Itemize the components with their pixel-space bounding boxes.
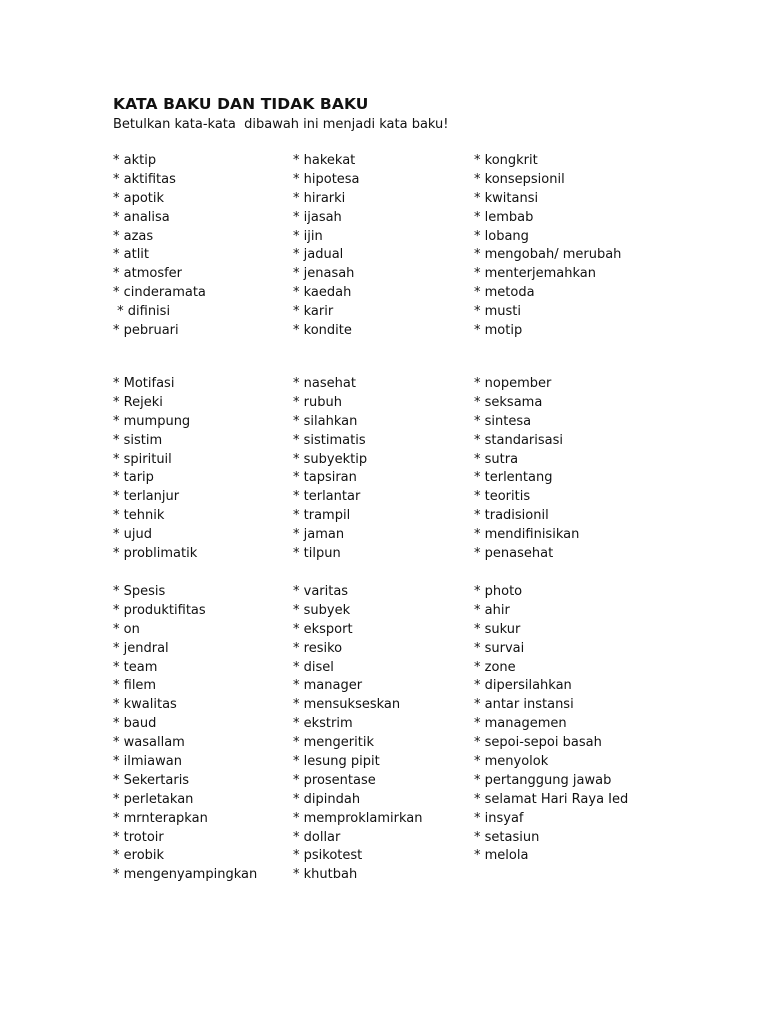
word-item: * manager: [293, 678, 363, 694]
word-item: * jadual: [293, 247, 344, 263]
word-item: * rubuh: [293, 394, 342, 410]
word-item: * perletakan: [113, 791, 194, 807]
word-item: * aktifitas: [113, 171, 176, 187]
word-item: * standarisasi: [474, 432, 564, 448]
word-item: * hipotesa: [293, 171, 360, 187]
word-item: * jaman: [293, 527, 345, 543]
word-item: * terlantar: [293, 489, 361, 505]
word-item: * prosentase: [293, 772, 376, 788]
word-item: * mengobah/ merubah: [474, 247, 622, 263]
word-item: * eksport: [293, 621, 353, 637]
word-item: * aktip: [113, 153, 157, 168]
word-item: * tradisionil: [474, 508, 549, 524]
word-column-1: [113, 152, 206, 341]
word-item: * antar instansi: [474, 697, 574, 713]
word-item: * survai: [474, 640, 525, 656]
word-item: * khutbah: [293, 867, 358, 883]
word-item: * memproklamirkan: [293, 810, 423, 826]
word-item: * ilmiawan: [113, 754, 182, 770]
word-column-3: [474, 583, 628, 866]
word-item: * karir: [293, 304, 334, 320]
word-item: * mrnterapkan: [113, 810, 208, 826]
word-item: * on: [113, 621, 140, 637]
word-column-2: [293, 152, 360, 341]
word-item: * filem: [113, 678, 157, 694]
word-item: * kwitansi: [474, 190, 539, 206]
word-item: * dipersilahkan: [474, 678, 572, 694]
word-item: * seksama: [474, 394, 543, 410]
word-item: * insyaf: [474, 810, 524, 826]
word-item: * ekstrim: [293, 716, 353, 732]
instruction-text: Betulkan kata-kata dibawah ini menjadi kata baku!: [113, 117, 449, 132]
word-item: * tarip: [113, 470, 154, 486]
word-item: * subyektip: [293, 451, 368, 467]
word-column-1: [113, 583, 257, 885]
word-item: * produktifitas: [113, 602, 206, 618]
word-item: * difinisi: [113, 304, 171, 320]
word-item: * ujud: [113, 527, 152, 543]
word-item: * tilpun: [293, 546, 341, 562]
word-item: * varitas: [293, 584, 349, 599]
word-item: * nasehat: [293, 376, 356, 391]
word-item: * atmosfer: [113, 266, 183, 282]
word-item: * sepoi-sepoi basah: [474, 735, 602, 751]
word-item: * Sekertaris: [113, 772, 190, 788]
word-column-3: [474, 375, 579, 564]
word-item: * analisa: [113, 209, 170, 225]
word-column-2: [293, 375, 367, 564]
word-item: * Rejeki: [113, 394, 163, 410]
word-item: * lobang: [474, 228, 529, 244]
word-item: * sutra: [474, 451, 519, 467]
word-item: * motip: [474, 323, 523, 339]
word-item: * subyek: [293, 602, 351, 618]
word-item: * silahkan: [293, 413, 358, 429]
word-item: * dipindah: [293, 791, 361, 807]
word-item: * jendral: [113, 640, 169, 656]
word-item: * penasehat: [474, 546, 554, 562]
word-column-2: [293, 583, 422, 885]
word-item: * mendifinisikan: [474, 527, 580, 543]
word-item: * cinderamata: [113, 285, 206, 301]
word-item: * trotoir: [113, 829, 164, 845]
word-item: * kondite: [293, 323, 352, 339]
word-item: * ahir: [474, 602, 510, 618]
word-item: * psikotest: [293, 848, 363, 864]
word-item: * zone: [474, 659, 516, 675]
word-item: * terlentang: [474, 470, 553, 486]
word-item: * mengenyampingkan: [113, 867, 258, 883]
word-item: * sistimatis: [293, 432, 366, 448]
word-item: * atlit: [113, 247, 150, 263]
word-item: * erobik: [113, 848, 165, 864]
word-item: * pebruari: [113, 323, 179, 339]
word-item: * sukur: [474, 621, 521, 637]
word-item: * menyolok: [474, 754, 549, 770]
word-item: * ijasah: [293, 209, 342, 225]
word-item: * terlanjur: [113, 489, 180, 505]
word-item: * melola: [474, 848, 529, 864]
word-item: * apotik: [113, 190, 165, 206]
word-item: * Spesis: [113, 584, 166, 599]
word-item: * baud: [113, 716, 157, 732]
word-item: * mumpung: [113, 413, 191, 429]
word-item: * ijin: [293, 228, 323, 244]
word-item: * menterjemahkan: [474, 266, 596, 282]
word-item: * Motifasi: [113, 376, 175, 391]
word-item: * mengeritik: [293, 735, 374, 751]
word-item: * selamat Hari Raya Ied: [474, 791, 629, 807]
word-item: * team: [113, 659, 158, 675]
word-column-3: [474, 152, 621, 341]
word-item: * lembab: [474, 209, 534, 225]
word-item: * pertanggung jawab: [474, 772, 612, 788]
word-item: * nopember: [474, 376, 552, 391]
word-item: * teoritis: [474, 489, 531, 505]
word-item: * azas: [113, 228, 154, 244]
word-item: * metoda: [474, 285, 535, 301]
word-item: * setasiun: [474, 829, 540, 845]
word-item: * jenasah: [293, 266, 355, 282]
word-item: * wasallam: [113, 735, 185, 751]
word-item: * kaedah: [293, 285, 352, 301]
word-column-1: [113, 375, 197, 564]
word-item: * kongkrit: [474, 153, 538, 168]
word-item: * konsepsionil: [474, 171, 565, 187]
word-item: * spirituil: [113, 451, 172, 467]
word-item: * managemen: [474, 716, 567, 732]
word-item: * dollar: [293, 829, 341, 845]
word-item: * kwalitas: [113, 697, 177, 713]
word-item: * photo: [474, 584, 523, 599]
word-item: * mensukseskan: [293, 697, 401, 713]
word-item: * tehnik: [113, 508, 165, 524]
word-item: * hakekat: [293, 153, 356, 168]
word-item: * disel: [293, 659, 334, 675]
word-item: * problimatik: [113, 546, 198, 562]
word-item: * musti: [474, 304, 522, 320]
word-item: * lesung pipit: [293, 754, 380, 770]
word-item: * hirarki: [293, 190, 346, 206]
word-item: * sintesa: [474, 413, 532, 429]
page-title: KATA BAKU DAN TIDAK BAKU: [113, 95, 369, 113]
word-item: * tapsiran: [293, 470, 357, 486]
word-item: * trampil: [293, 508, 351, 524]
word-item: * sistim: [113, 432, 163, 448]
word-item: * resiko: [293, 640, 343, 656]
